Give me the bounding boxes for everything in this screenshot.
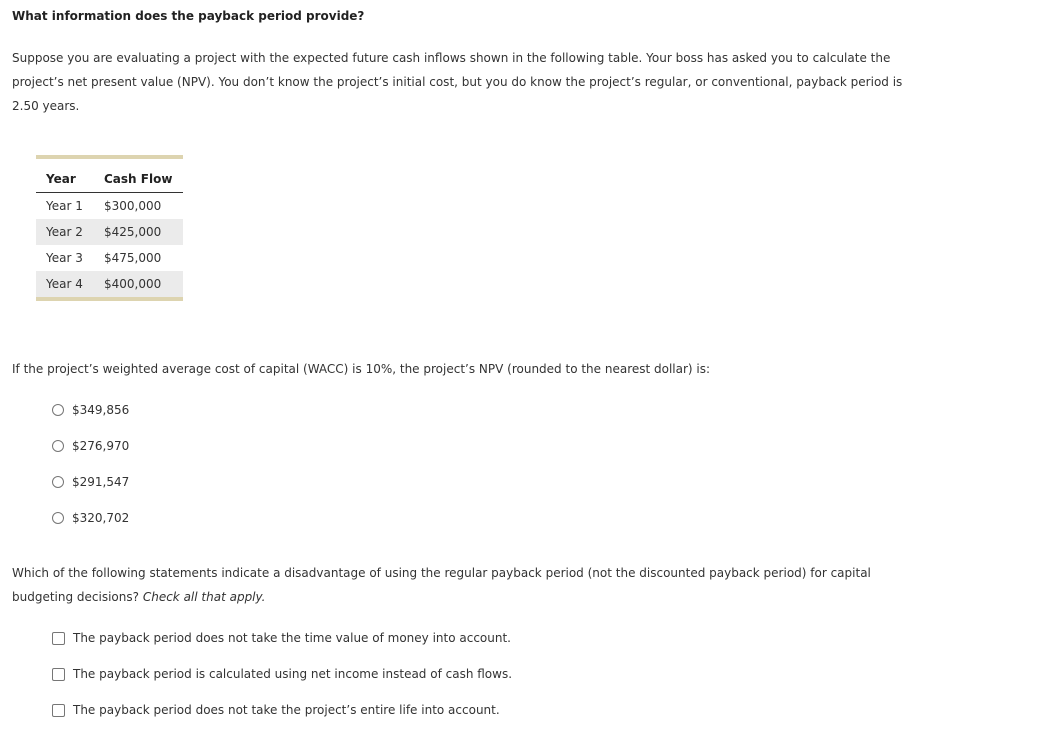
checkbox[interactable]: [52, 668, 65, 681]
disadvantage-option-1[interactable]: [52, 631, 511, 645]
option-label: The payback period does not take the time value of money into account.: [73, 631, 511, 645]
question-text: Which of the following statements indicate a disadvantage of using the regular payback period (not the discounted payback period) for capital budgeting decisions?: [12, 566, 871, 604]
npv-question: If the project’s weighted average cost of capital (WACC) is 10%, the project’s NPV (rounded to the nearest dollar) is:: [12, 362, 711, 376]
cell-cash-flow: $425,000: [94, 219, 183, 245]
radio-button[interactable]: [52, 512, 64, 524]
cash-flow-table: [36, 155, 183, 301]
cell-cash-flow: $300,000: [104, 199, 162, 213]
radio-button[interactable]: [52, 404, 64, 416]
cell-year: Year 3: [46, 251, 83, 265]
npv-option-3[interactable]: [52, 475, 129, 489]
cell-cash-flow: $400,000: [94, 271, 183, 299]
table-row: [36, 193, 183, 220]
column-header-cash-flow: Cash Flow: [94, 157, 183, 193]
option-label: $320,702: [72, 511, 130, 525]
cell-year: Year 4: [36, 271, 94, 299]
disadvantage-option-3[interactable]: [52, 703, 500, 717]
radio-button[interactable]: [52, 476, 64, 488]
question-title: What information does the payback period provide?: [12, 9, 365, 23]
option-label: The payback period is calculated using net income instead of cash flows.: [73, 667, 513, 681]
npv-option-1[interactable]: [52, 403, 129, 417]
option-label: $349,856: [72, 403, 130, 417]
option-label: The payback period does not take the project’s entire life into account.: [73, 703, 500, 717]
intro-paragraph: Suppose you are evaluating a project with the expected future cash inflows shown in the following table. Your boss has asked you to calculate the project’s net present value (NPV). You don’t know the project’s initial cost, but you do know the project’s regular, or conventional, payback period is 2.50 years.: [12, 51, 903, 113]
radio-button[interactable]: [52, 440, 64, 452]
checkbox[interactable]: [52, 704, 65, 717]
cell-year: Year 1: [46, 199, 83, 213]
cell-year: Year 2: [36, 219, 94, 245]
option-label: $276,970: [72, 439, 130, 453]
disadvantage-option-2[interactable]: [52, 667, 512, 681]
column-header-year: Year: [36, 157, 94, 193]
table-header-row: [36, 157, 183, 193]
checkbox[interactable]: [52, 632, 65, 645]
npv-option-4[interactable]: [52, 511, 129, 525]
table-row: [36, 245, 183, 271]
cell-cash-flow: $475,000: [104, 251, 162, 265]
option-label: $291,547: [72, 475, 130, 489]
table-row: [36, 271, 183, 299]
disadvantage-question: [12, 561, 932, 609]
npv-option-2[interactable]: [52, 439, 129, 453]
table-row: [36, 219, 183, 245]
question-hint: Check all that apply.: [142, 590, 266, 604]
